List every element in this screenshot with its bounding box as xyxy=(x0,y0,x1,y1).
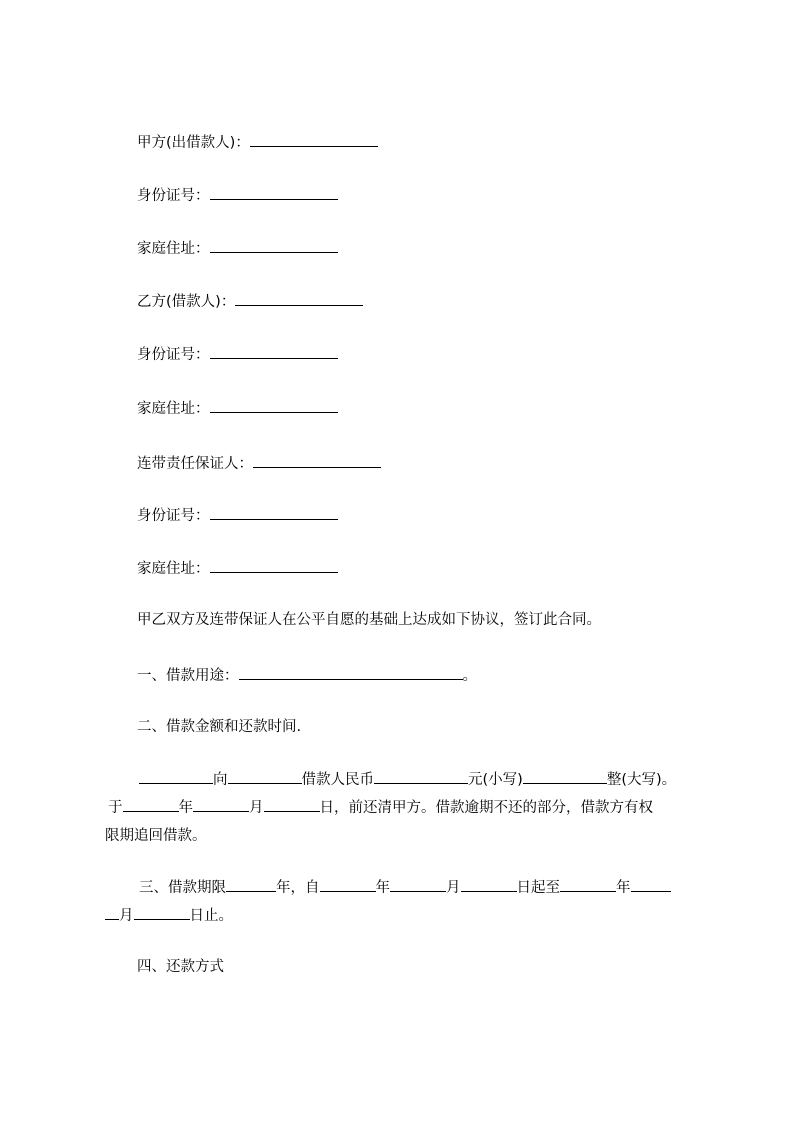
borrower-id-blank[interactable] xyxy=(210,343,338,359)
text-end-year: 年 xyxy=(616,880,631,896)
text-day-end: 日止。 xyxy=(189,908,233,924)
end-month-blank-a[interactable] xyxy=(631,876,671,892)
borrower-field xyxy=(137,290,363,312)
guarantor-id-field xyxy=(137,504,338,526)
borrower-address-blank[interactable] xyxy=(210,397,338,413)
text-start-year: 年 xyxy=(375,880,390,896)
due-day-blank[interactable] xyxy=(264,796,320,812)
guarantor-id-label: 身份证号： xyxy=(137,508,210,524)
lender-id-label: 身份证号： xyxy=(137,188,210,204)
text-yu: 于 xyxy=(108,800,123,816)
text-small: 元(小写) xyxy=(468,772,523,788)
borrower-label: 乙方(借款人)： xyxy=(137,294,236,310)
guarantor-address-label: 家庭住址： xyxy=(137,561,210,577)
text-day-before: 日，前还清甲方。借款逾期不还的部分，借款方有权 xyxy=(319,800,653,816)
start-month-blank[interactable] xyxy=(390,876,446,892)
intro-paragraph: 甲乙双方及连带保证人在公平自愿的基础上达成如下协议，签订此合同。 xyxy=(137,612,601,628)
text-year: 年 xyxy=(178,800,193,816)
amount-paragraph xyxy=(105,766,705,850)
lender-id-field xyxy=(137,184,338,206)
term-label: 三、借款期限 xyxy=(139,880,226,896)
lender-address-label: 家庭住址： xyxy=(137,241,210,257)
text-big: 整(大写)。 xyxy=(606,772,677,788)
guarantor-field xyxy=(137,452,381,474)
lender-address-blank[interactable] xyxy=(210,237,338,253)
guarantor-blank[interactable] xyxy=(253,452,381,468)
borrower-name-blank[interactable] xyxy=(228,768,302,784)
lender-id-blank[interactable] xyxy=(210,184,338,200)
guarantor-address-field xyxy=(137,557,338,579)
text-to: 向 xyxy=(213,772,228,788)
lender-name-blank[interactable] xyxy=(139,768,213,784)
due-year-blank[interactable] xyxy=(123,796,179,812)
amount-big-blank[interactable] xyxy=(523,768,607,784)
term-paragraph xyxy=(105,874,705,930)
text-end-month: 月 xyxy=(119,908,134,924)
start-day-blank[interactable] xyxy=(461,876,517,892)
borrower-address-label: 家庭住址： xyxy=(137,401,210,417)
end-day-blank[interactable] xyxy=(134,904,190,920)
term-years-blank[interactable] xyxy=(226,876,276,892)
borrower-blank[interactable] xyxy=(235,290,363,306)
text-start-month: 月 xyxy=(446,880,461,896)
end-year-blank[interactable] xyxy=(560,876,616,892)
due-month-blank[interactable] xyxy=(193,796,249,812)
guarantor-address-blank[interactable] xyxy=(210,557,338,573)
borrower-id-field xyxy=(137,343,338,365)
purpose-label: 一、借款用途： xyxy=(137,668,239,684)
text-rmb: 借款人民币 xyxy=(301,772,374,788)
section-amount-heading: 二、借款金额和还款时间. xyxy=(137,719,302,735)
purpose-blank[interactable] xyxy=(239,664,463,680)
text-year-from: 年，自 xyxy=(276,880,320,896)
lender-address-field xyxy=(137,237,338,259)
lender-blank[interactable] xyxy=(250,131,378,147)
end-month-blank-b[interactable] xyxy=(105,904,119,920)
guarantor-label: 连带责任保证人： xyxy=(137,456,253,472)
amount-small-blank[interactable] xyxy=(374,768,468,784)
text-recover: 限期追回借款。 xyxy=(105,828,207,844)
lender-field xyxy=(137,131,378,153)
purpose-end: 。 xyxy=(462,668,477,684)
text-day-to: 日起至 xyxy=(516,880,560,896)
borrower-address-field xyxy=(137,397,338,419)
start-year-blank[interactable] xyxy=(320,876,376,892)
guarantor-id-blank[interactable] xyxy=(210,504,338,520)
borrower-id-label: 身份证号： xyxy=(137,347,210,363)
section-purpose xyxy=(137,664,477,686)
lender-label: 甲方(出借款人)： xyxy=(137,135,250,151)
text-month: 月 xyxy=(249,800,264,816)
section-repayment-heading: 四、还款方式 xyxy=(137,959,224,975)
